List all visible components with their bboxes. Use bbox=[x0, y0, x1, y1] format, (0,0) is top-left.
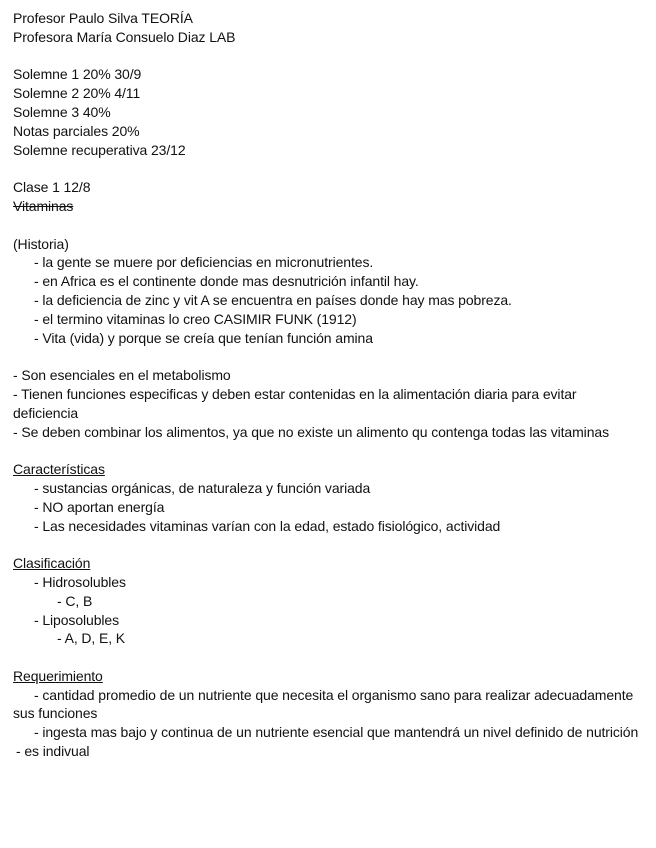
spacer bbox=[13, 441, 643, 460]
clasificacion-liposolubles: - Liposolubles bbox=[34, 611, 119, 628]
spacer bbox=[13, 159, 643, 178]
clasificacion-hidrosolubles: - Hidrosolubles bbox=[34, 573, 126, 590]
eval-solemne-1: Solemne 1 20% 30/9 bbox=[13, 66, 142, 83]
requerimiento-heading: Requerimiento bbox=[13, 667, 103, 684]
requerimiento-item: - ingesta mas bajo y continua de un nutriente esencial que mantendrá un nivel definido de nutrición bbox=[34, 724, 639, 741]
eval-solemne-3: Solemne 3 40% bbox=[13, 103, 111, 120]
caracteristicas-heading: Características bbox=[13, 461, 105, 478]
clasificacion-heading: Clasificación bbox=[13, 555, 91, 572]
caracteristicas-item: - Las necesidades vitaminas varían con la edad, estado fisiológico, actividad bbox=[34, 517, 501, 534]
requerimiento-last: - es indivual bbox=[16, 743, 90, 760]
eval-solemne-recuperativa: Solemne recuperativa 23/12 bbox=[13, 141, 186, 158]
clasificacion-hidrosolubles-list: - C, B bbox=[57, 592, 93, 609]
historia-item: - el termino vitaminas lo creo CASIMIR FUNK (1912) bbox=[34, 310, 357, 327]
document-body bbox=[13, 9, 643, 761]
caracteristicas-item: - sustancias orgánicas, de naturaleza y función variada bbox=[34, 479, 371, 496]
spacer bbox=[13, 216, 643, 235]
historia-item: - Vita (vida) y porque se creía que tenían función amina bbox=[34, 329, 373, 346]
professor-lab: Profesora María Consuelo Diaz LAB bbox=[13, 28, 236, 45]
historia-heading: (Historia) bbox=[13, 235, 69, 252]
professor-theory: Profesor Paulo Silva TEORÍA bbox=[13, 10, 193, 26]
spacer bbox=[13, 648, 643, 667]
historia-item: - en Africa es el continente donde mas desnutrición infantil hay. bbox=[34, 273, 419, 290]
spacer bbox=[13, 347, 643, 366]
class-topic: Vitaminas bbox=[13, 197, 74, 214]
spacer bbox=[13, 47, 643, 66]
eval-solemne-2: Solemne 2 20% 4/11 bbox=[13, 85, 141, 102]
clasificacion-liposolubles-list: - A, D, E, K bbox=[57, 630, 126, 647]
historia-item: - la deficiencia de zinc y vit A se encuentra en países donde hay mas pobreza. bbox=[34, 291, 512, 308]
general-item: - Se deben combinar los alimentos, ya que no existe un alimento qu contenga todas las vitaminas bbox=[13, 423, 609, 440]
historia-item: - la gente se muere por deficiencias en micronutrientes. bbox=[34, 254, 374, 271]
general-item: - Tienen funciones especificas y deben estar contenidas en la alimentación diaria para evitar deficiencia bbox=[13, 385, 577, 421]
class-title: Clase 1 12/8 bbox=[13, 179, 91, 196]
requerimiento-item: - cantidad promedio de un nutriente que necesita el organismo sano para realizar adecuadamente sus funciones bbox=[13, 686, 634, 722]
general-item: - Son esenciales en el metabolismo bbox=[13, 367, 231, 384]
eval-notas-parciales: Notas parciales 20% bbox=[13, 122, 140, 139]
spacer bbox=[13, 535, 643, 554]
caracteristicas-item: - NO aportan energía bbox=[34, 498, 165, 515]
